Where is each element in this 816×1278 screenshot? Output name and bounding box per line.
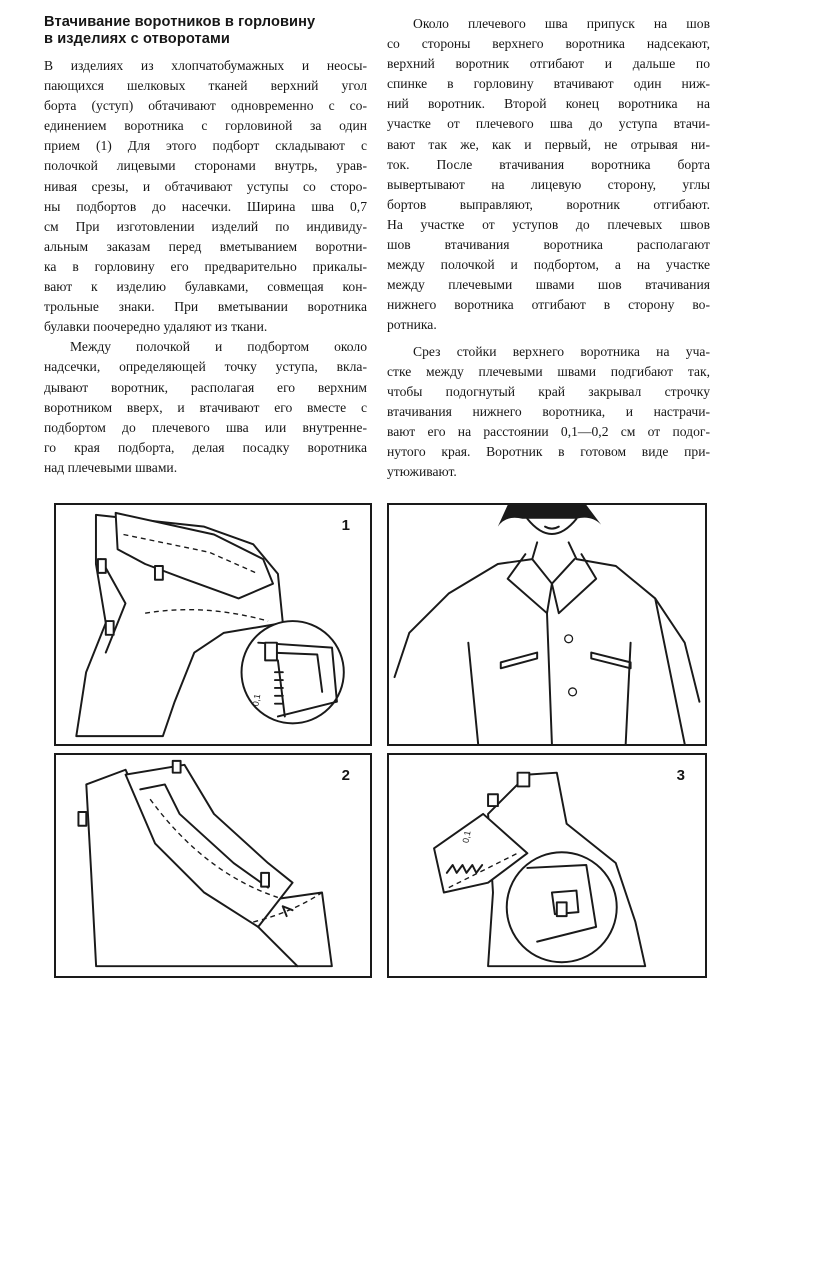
- text-line: вают его на расстоянии 0,1—0,2 см от подог-: [387, 423, 710, 439]
- text-line: го края подборта, делая посадку воротника: [44, 439, 367, 455]
- figure-1-number: 1: [341, 517, 350, 534]
- heading-line: Втачивание воротников в горловину: [44, 14, 316, 30]
- paragraph: [44, 337, 367, 478]
- text-line: Срез стойки верхнего воротника на уча-: [413, 343, 710, 359]
- figure-2-drawing: [56, 755, 370, 976]
- text-line: стке между плечевыми швами подгибают так,: [387, 363, 710, 379]
- text-line: пающихся шелковых тканей верхний угол: [44, 78, 367, 94]
- figure-3: [387, 753, 707, 978]
- figure-1-drawing: [56, 505, 370, 744]
- figure-blouse: [387, 503, 707, 746]
- figure-2-number: 2: [341, 767, 350, 784]
- text-line: На участке от уступов до плечевых швов: [387, 216, 710, 232]
- text-line: верхний воротник отгибают и дальше по: [387, 56, 710, 72]
- text-line: нивая срезы, и обтачивают уступы со сторо-: [44, 178, 367, 194]
- text-line: борта (уступ) обтачивают одновременно с со-: [44, 98, 367, 114]
- heading-line: в изделиях с отворотами: [44, 30, 230, 47]
- text-line: Около плечевого шва припуск на шов: [413, 16, 710, 31]
- text-line: В изделиях из хлопчатобумажных и неосы-: [44, 58, 367, 73]
- text-line: полочкой лицевыми сторонами внутрь, урав-: [44, 158, 367, 174]
- text-line: ны подбортов до насечки. Ширина шва 0,7: [44, 198, 367, 214]
- text-line: вают так же, как и первый, не отрывая ни-: [387, 136, 710, 152]
- text-line: ний воротник. Второй конец воротника на: [387, 96, 710, 112]
- text-line: спинке в горловину втачивают один ниж-: [387, 76, 710, 92]
- text-line: между полочкой и подбортом, а на участке: [387, 257, 710, 273]
- text-line: нутого края. Воротник в готовом виде при-: [387, 443, 710, 459]
- paragraph: [44, 56, 367, 337]
- text-line: дывают воротник, располагая его верхним: [44, 379, 367, 395]
- figure-1-measure: 0,1: [250, 693, 263, 707]
- figure-2: [54, 753, 372, 978]
- text-line: трольные знаки. При вметывании воротника: [44, 299, 367, 315]
- text-line: вают к изделию булавками, совмещая кон-: [44, 279, 367, 295]
- text-line: над плечевыми швами.: [44, 459, 178, 475]
- text-line: вывертывают на лицевую сторону, углы: [387, 176, 710, 192]
- text-line: ротника.: [387, 317, 437, 333]
- text-column-right: [387, 14, 710, 482]
- text-line: нижнего воротника отгибают в сторону во-: [387, 297, 710, 313]
- section-heading: [44, 14, 367, 47]
- text-line: утюживают.: [387, 464, 457, 480]
- text-line: булавки поочередно удаляют из ткани.: [44, 319, 268, 335]
- text-line: шов втачивания воротника располагают: [387, 237, 710, 253]
- text-line: бортов выправляют, воротник отгибают.: [387, 196, 710, 212]
- text-line: участке от плечевого шва до уступа втачи-: [387, 116, 710, 132]
- paragraph: [387, 14, 710, 336]
- figure-3-drawing: [389, 755, 705, 976]
- text-line: втачивания нижнего воротника, и настрачи-: [387, 403, 710, 419]
- figure-3-measure: 0,1: [460, 829, 473, 844]
- text-line: Между полочкой и подбортом около: [70, 339, 367, 355]
- text-line: подбортом до плечевого шва или внутренне-: [44, 419, 367, 435]
- text-line: чтобы подогнутый край закрывал строчку: [387, 383, 710, 399]
- text-line: со стороны верхнего воротника надсекают,: [387, 36, 710, 52]
- text-line: надсечки, определяющей точку уступа, вкла-: [44, 359, 367, 375]
- text-line: ток. После втачивания воротника борта: [387, 156, 710, 172]
- text-line: между плечевыми швами шов втачивания: [387, 277, 710, 293]
- text-line: прием (1) Для этого подборт складывают с: [44, 138, 367, 154]
- text-line: альным заказам перед вметыванием воротни-: [44, 238, 367, 254]
- text-line: единением воротника с горловиной за один: [44, 118, 367, 134]
- text-line: воротником вверх, и втачивают его вместе с: [44, 399, 367, 415]
- figure-3-number: 3: [676, 767, 685, 784]
- text-line: см При изготовлении изделий по индивиду-: [44, 218, 367, 234]
- text-column-left: [44, 14, 367, 478]
- figure-blouse-drawing: [389, 505, 705, 744]
- text-line: ка в горловину его предварительно прикалы-: [44, 258, 367, 274]
- paragraph: [387, 342, 710, 483]
- figure-1: [54, 503, 372, 746]
